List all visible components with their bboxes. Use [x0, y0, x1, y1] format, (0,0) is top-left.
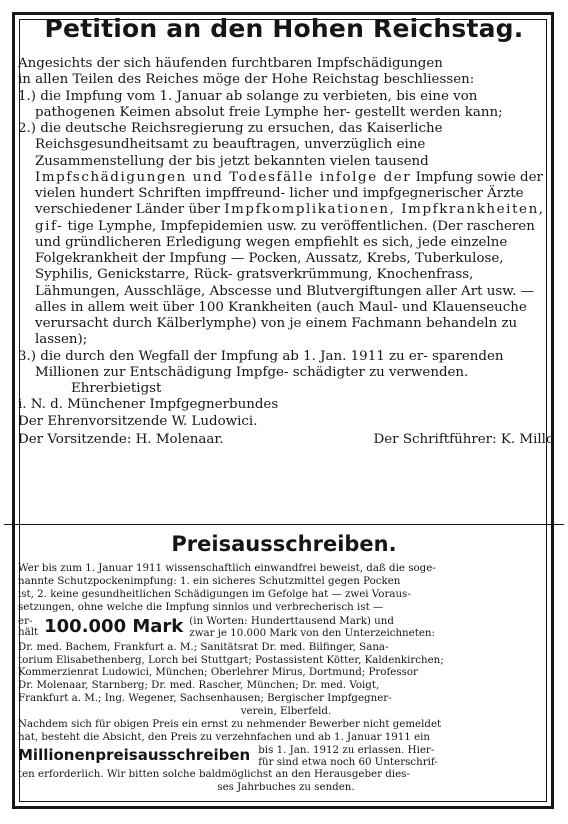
- prize-line: nannte Schutzpockenimpfung: 1. ein sicheres Schutzmittel gegen Pocken: [18, 574, 401, 587]
- prize-amount: 100.000 Mark: [44, 615, 184, 637]
- prize-name-line: torium Elisabethenberg, Lorch bei Stuttgart; Postassistent Kötter, Kaldenkirchen;: [18, 653, 444, 666]
- prize-text: [18, 562, 554, 794]
- final-line: ten erforderlich. Wir bitten solche baldmöglichst an den Herausgeber dies-: [18, 767, 410, 780]
- prize-name-line: verein, Elberfeld.: [240, 705, 332, 718]
- regards: Ehrerbietigst: [71, 381, 162, 396]
- signature-line-1: i. N. d. Münchener Impfgegnerbundes: [18, 397, 279, 413]
- chairman: Der Vorsitzende: H. Molenaar.: [18, 431, 224, 447]
- prize-name-line: Kommerzienrat Ludowici, München; Oberlehrer Mirus, Dortmund; Professor: [18, 666, 418, 679]
- prize-amount-prefix: er- hält: [18, 614, 39, 638]
- intro-line: Angesichts der sich häufenden furchtbaren Impfschädigungen: [18, 56, 443, 71]
- prize-line: setzungen, ohne welche die Impfung sinnlos und verbrecherisch ist —: [18, 600, 384, 613]
- prize-name-line: Dr. med. Bachem, Frankfurt a. M.; Sanitätsrat Dr. med. Bilfinger, Sana-: [18, 640, 389, 653]
- section-divider: [4, 524, 564, 525]
- point-1: 1.) die Impfung vom 1. Januar ab solange zu verbieten, bis eine von pathogenen Keimen absolut freie Lymphe her- gestellt werden kann;: [18, 88, 503, 120]
- closing-line: hat, besteht die Absicht, den Preis zu verzehnfachen und ab 1. Januar 1911 ein: [18, 730, 431, 743]
- secretary: Der Schriftführer: K. Millo: [373, 431, 554, 447]
- prize-amount-suffix: (in Worten: Hunderttausend Mark) und zwar je 10.000 Mark von den Unterzeichneten:: [189, 614, 435, 639]
- prize-name-line: Frankfurt a. M.; Ing. Wegener, Sachsenhausen; Bergischer Impfgegner-: [18, 692, 392, 705]
- prize-line: ist, 2. keine gesundheitlichen Schädigungen im Gefolge hat — zwei Voraus-: [18, 587, 411, 600]
- point-3: 3.) die durch den Wegfall der Impfung ab 1. Jan. 1911 zu er- sparenden Millionen zur Entschädigung Impfge- schädigter zu verwenden. Ehrerbietigst: [18, 348, 504, 396]
- closing-line: Nachdem sich für obigen Preis ein ernst zu nehmender Bewerber nicht gemeldet: [18, 718, 442, 731]
- million-label: Millionenpreisausschreiben: [18, 746, 251, 765]
- million-right: bis 1. Jan. 1912 zu erlassen. Hier- für sind etwa noch 60 Unterschrif-: [258, 743, 438, 768]
- point-2: 2.) die deutsche Reichsregierung zu ersuchen, das Kaiserliche Reichsgesundheitsamt zu beauftragen, unverzüglich eine Zusammenstellung der bis jetzt bekannten vielen tausend Impfschädigungen und Todesfälle infolge der Impfung sowie der vielen hundert Schriften impffreund- licher und impfgegnerischer Ärzte verschiedener Länder über Impfkomplikationen, Impfkrankheiten, gif- tige Lymphe, Impfepidemien usw. zu veröffentlichen. (Der rascheren und gründlicheren Erledigung wegen empfiehlt es sich, jede einzelne Folgekrankheit der Impfung — Pocken, Aussatz, Krebs, Tuberkulose, Syphilis, Genickstarre, Rück- gratsverkrümmung, Knochenfrass, Lähmungen, Ausschläge, Abscesse und Blutvergiftungen aller Art usw. — alles in allem weit über 100 Krankheiten (auch Maul- und Klauenseuche verursacht durch Kälberlymphe) von je einem Fachmann behandeln zu lassen);: [18, 121, 545, 348]
- petition-title: Petition an den Hohen Reichstag.: [44, 14, 524, 43]
- prize-line: Wer bis zum 1. Januar 1911 wissenschaftlich einwandfrei beweist, daß die soge-: [18, 562, 436, 574]
- prize-name-line: Dr. Molenaar, Starnberg; Dr. med. Rascher, München; Dr. med. Voigt,: [18, 679, 380, 692]
- intro-line: in allen Teilen des Reiches möge der Hohe Reichstag beschliessen:: [18, 72, 475, 88]
- prize-amount-row: [18, 615, 554, 639]
- petition-text: [18, 56, 554, 448]
- prize-title: Preisausschreiben.: [171, 532, 397, 556]
- final-line: ses Jahrbuches zu senden.: [217, 780, 355, 793]
- officers-row: [18, 432, 554, 448]
- million-row: [18, 744, 554, 768]
- signature-line-2: Der Ehrenvorsitzende W. Ludowici.: [18, 413, 258, 429]
